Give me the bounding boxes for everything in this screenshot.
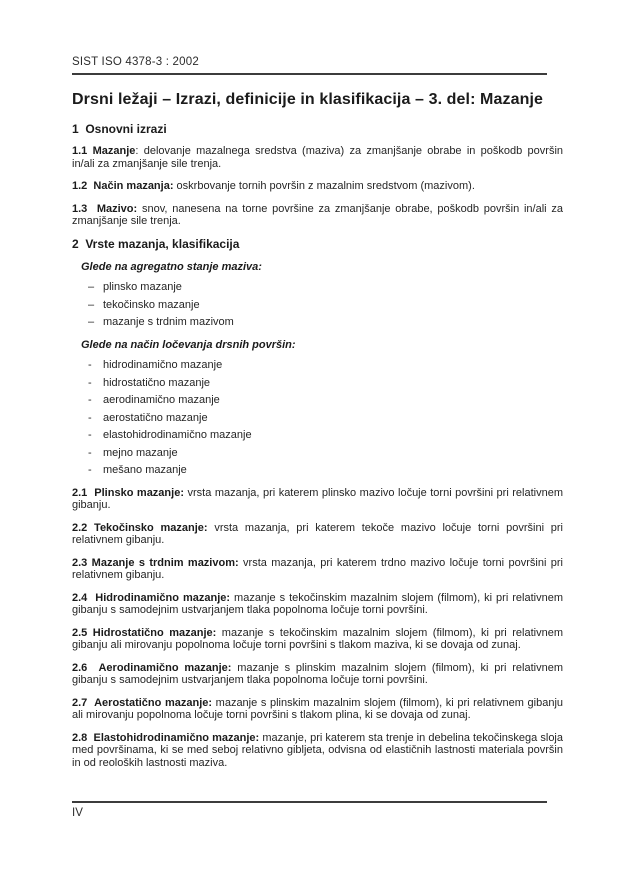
list-item [88,464,563,477]
list-item-label: mejno mazanje [103,446,178,459]
term-text: mazanje s plinskim mazalnim slojem (filmom), ki pri relativnem gibanju ali mirovanju popolnoma ločuje torni površini s tlakom plina, ki se dovaja od zunaj. [72,696,564,721]
term-paragraph-2-6 [72,662,563,687]
term-paragraph-1-2 [72,180,563,193]
term-text: snov, nanesena na torne površine za zmanjšanje obrabe, poškodb površin in/ali za zmanjšanje sile trenja. [72,202,563,227]
term-label: 2.8 Elastohidrodinamično mazanje: [72,731,260,744]
term-text: vrsta mazanja, pri katerem trdno mazivo ločuje torni površini pri relativnem gibanju. [72,556,563,581]
term-paragraph-2-2 [72,522,563,547]
term-text: vrsta mazanja, pri katerem tekoče mazivo ločuje torni površini pri relativnem gibanju. [72,521,564,546]
term-label: 2.7 Aerostatično mazanje: [72,696,213,709]
term-label: 1.3 Mazivo: [72,202,138,215]
list-dash: – [88,281,95,293]
term-paragraph-2-7 [72,697,563,722]
classification-group-title-2: Glede na način ločevanja drsnih površin: [81,338,296,351]
term-paragraph-2-1 [72,487,563,512]
list-item-label: hidrostatično mazanje [103,376,211,389]
list-dash: – [88,298,95,311]
term-label: 1.1 Mazanje [72,145,136,157]
list-item [88,359,563,372]
term-label: 2.2 Tekočinsko mazanje: [72,521,208,534]
list-item-label: mešano mazanje [103,464,187,476]
term-text: oskrbovanje tornih površin z mazalnim sredstvom (mazivom). [173,180,475,192]
section-heading-1: 1 Osnovni izrazi [72,122,167,136]
list-dash: - [88,464,92,476]
list-item-label: tekočinsko mazanje [103,298,200,311]
list-dash: - [88,376,92,389]
list-item [88,299,563,312]
list-item [88,377,563,390]
list-item [88,394,563,407]
header-rule [72,73,547,75]
list-item-label: hidrodinamično mazanje [103,359,223,371]
list-item-label: mazanje s trdnim mazivom [103,316,234,328]
list-item [88,281,563,294]
list-dash: - [88,446,92,459]
list-item-label: aerostatično mazanje [103,411,208,424]
term-text: mazanje s plinskim mazalnim slojem (filmom), ki pri relativnem gibanju s samodejnim ustvarjanjem tlaka popolnoma ločuje torni površini. [72,661,563,686]
list-dash: - [88,411,92,424]
classification-list-1 [72,281,563,329]
list-item [88,447,563,460]
term-paragraph-1-1 [72,145,563,170]
term-text: mazanje s tekočinskim mazalnim slojem (filmom), ki pri relativnem gibanju s samodejnim ustvarjanjem tlaka popolnoma ločuje torni površini. [72,591,563,616]
term-label: 2.6 Aerodinamično mazanje: [72,661,232,674]
term-text: mazanje s tekočinskim mazalnim slojem (filmom), ki pri relativnem gibanju ali mirovanju popolnoma ločuje torni površini s tlakom maziva, ki se dovaja od zunaj. [72,626,564,651]
list-dash: - [88,359,92,371]
list-item-label: aerodinamično mazanje [103,394,220,406]
page-number: IV [72,807,83,819]
list-item [88,316,563,329]
term-paragraph-1-3 [72,203,563,228]
standard-reference: SIST ISO 4378-3 : 2002 [72,56,199,68]
list-dash: – [88,316,95,328]
term-paragraph-2-4 [72,592,563,617]
term-label: 2.1 Plinsko mazanje: [72,486,184,499]
term-label: 2.4 Hidrodinamično mazanje: [72,591,231,604]
term-label: 2.3 Mazanje s trdnim mazivom: [72,556,239,569]
section-heading-2: 2 Vrste mazanja, klasifikacija [72,236,240,251]
term-text: vrsta mazanja, pri katerem plinsko mazivo ločuje torni površini pri relativnem gibanju. [72,486,564,511]
term-label: 1.2 Način mazanja: [72,180,174,192]
term-paragraph-2-5 [72,627,563,652]
page-footer [72,801,547,820]
list-item [88,412,563,425]
classification-group-title-1: Glede na agregatno stanje maziva: [81,260,262,273]
classification-list-2 [72,359,563,477]
term-label: 2.5 Hidrostatično mazanje: [72,626,217,639]
list-dash: - [88,429,92,441]
list-item-label: plinsko mazanje [103,281,182,293]
term-text: : delovanje mazalnega sredstva (maziva) za zmanjšanje obrabe in poškodb površin in/ali za zmanjšanje sile trenja. [72,145,564,170]
list-item-label: elastohidrodinamično mazanje [103,429,252,441]
footer-rule [72,801,547,803]
term-text: mazanje, pri katerem sta trenje in debelina tekočinskega sloja med površinama, ki se med seboj relativno gibljeta, odvisna od elastičnih lastnosti materiala površin in od reoloških lastnosti maziva. [72,731,563,769]
term-paragraph-2-3 [72,557,563,582]
page-title: Drsni ležaji – Izrazi, definicije in klasifikacija – 3. del: Mazanje [72,91,543,108]
list-item [88,429,563,442]
list-dash: - [88,394,92,406]
term-paragraph-2-8 [72,732,563,770]
